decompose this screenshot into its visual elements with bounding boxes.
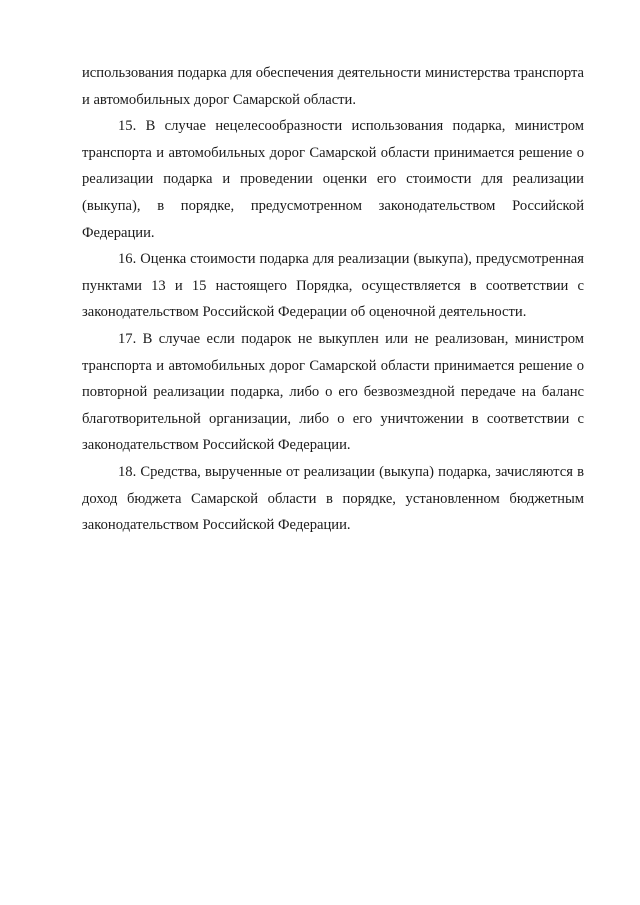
paragraph-item-17: 17. В случае если подарок не выкуплен или не реализован, министром транспорта и автомобильных дорог Самарской области принимается решение о повторной реализации подарка, либо о его безвозмездной передаче на баланс благотворительной организации, либо о его уничтожении в соответствии с законодательством Российской Федерации. [82, 330, 584, 454]
paragraph-item-16: 16. Оценка стоимости подарка для реализации (выкупа), предусмотренная пунктами 13 и 15 настоящего Порядка, осуществляется в соответствии с законодательством Российской Федерации об оценочной деятельности. [82, 251, 584, 321]
paragraph-item-18: 18. Средства, вырученные от реализации (выкупа) подарка, зачисляются в доход бюджета Самарской области в порядке, установленном бюджетным законодательством Российской Федерации. [82, 463, 584, 534]
paragraph-continuation: использования подарка для обеспечения деятельности министерства транспорта и автомобильных дорог Самарской области. [82, 65, 584, 108]
document-body [82, 60, 584, 539]
paragraph-item-15: 15. В случае нецелесообразности использования подарка, министром транспорта и автомобильных дорог Самарской области принимается решение о реализации подарка и проведении оценки его стоимости для реализации (выкупа), в порядке, предусмотренном законодательством Российской Федерации. [82, 118, 584, 241]
